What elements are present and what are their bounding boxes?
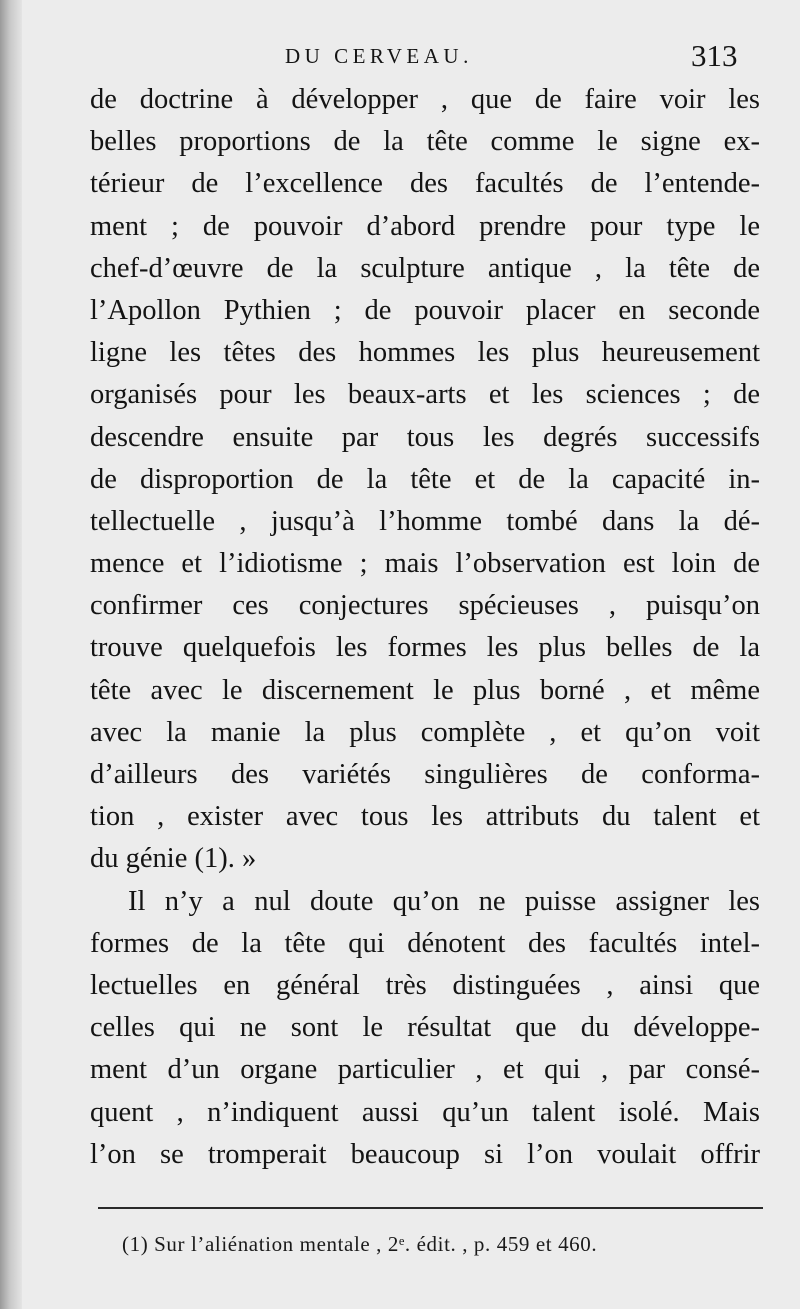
paragraph-end-line: du génie (1). » <box>90 843 257 875</box>
text-line: tellectuelle , jusqu’à l’homme tombé dans la dé- <box>90 505 760 537</box>
text-line: celles qui ne sont le résultat que du développe- <box>90 1012 760 1044</box>
text-line: d’ailleurs des variétés singulières de conforma- <box>90 759 760 790</box>
text-line: formes de la tête qui dénotent des facultés intel- <box>90 927 760 959</box>
text-line: descendre ensuite par tous les degrés successifs <box>90 421 760 453</box>
text-line: tête avec le discernement le plus borné , et même <box>90 674 760 706</box>
text-line: térieur de l’excellence des facultés de l’entende- <box>90 168 760 200</box>
text-line: l’Apollon Pythien ; de pouvoir placer en seconde <box>90 294 760 326</box>
text-line: l’on se tromperait beaucoup si l’on voulait offrir <box>90 1138 760 1170</box>
text-line: ment ; de pouvoir d’abord prendre pour type le <box>90 210 760 242</box>
text-line: de doctrine à développer , que de faire voir les <box>90 84 760 115</box>
text-line: mence et l’idiotisme ; mais l’observation est loin de <box>90 548 760 580</box>
text-line: avec la manie la plus complète , et qu’on voit <box>90 716 760 748</box>
text-line: ligne les têtes des hommes les plus heureusement <box>90 337 760 369</box>
running-title: DU CERVEAU. <box>285 44 473 68</box>
page-gutter-shadow <box>0 0 22 1309</box>
text-line: ment d’un organe particulier , et qui , par consé- <box>90 1054 760 1086</box>
text-line: de disproportion de la tête et de la capacité in- <box>90 463 760 495</box>
text-line: lectuelles en général très distinguées , ainsi que <box>90 969 760 1001</box>
text-line: trouve quelquefois les formes les plus belles de la <box>90 632 760 664</box>
text-line: belles proportions de la tête comme le signe ex- <box>90 126 760 158</box>
text-line: chef-d’œuvre de la sculpture antique , la tête de <box>90 252 760 284</box>
page-header <box>0 38 800 74</box>
footnote-rule <box>98 1207 763 1209</box>
text-line: quent , n’indiquent aussi qu’un talent isolé. Mais <box>90 1096 760 1128</box>
text-line: organisés pour les beaux-arts et les sciences ; de <box>90 379 760 411</box>
paragraph-start-line: Il n’y a nul doute qu’on ne puisse assigner les <box>128 885 760 917</box>
body-text <box>90 79 760 1176</box>
text-line: tion , exister avec tous les attributs du talent et <box>90 801 760 833</box>
page-number: 313 <box>691 38 738 73</box>
footnote: (1) Sur l’aliénation mentale , 2ᵉ. édit. , p. 459 et 460. <box>122 1232 598 1256</box>
text-line: confirmer ces conjectures spécieuses , puisqu’on <box>90 590 760 622</box>
